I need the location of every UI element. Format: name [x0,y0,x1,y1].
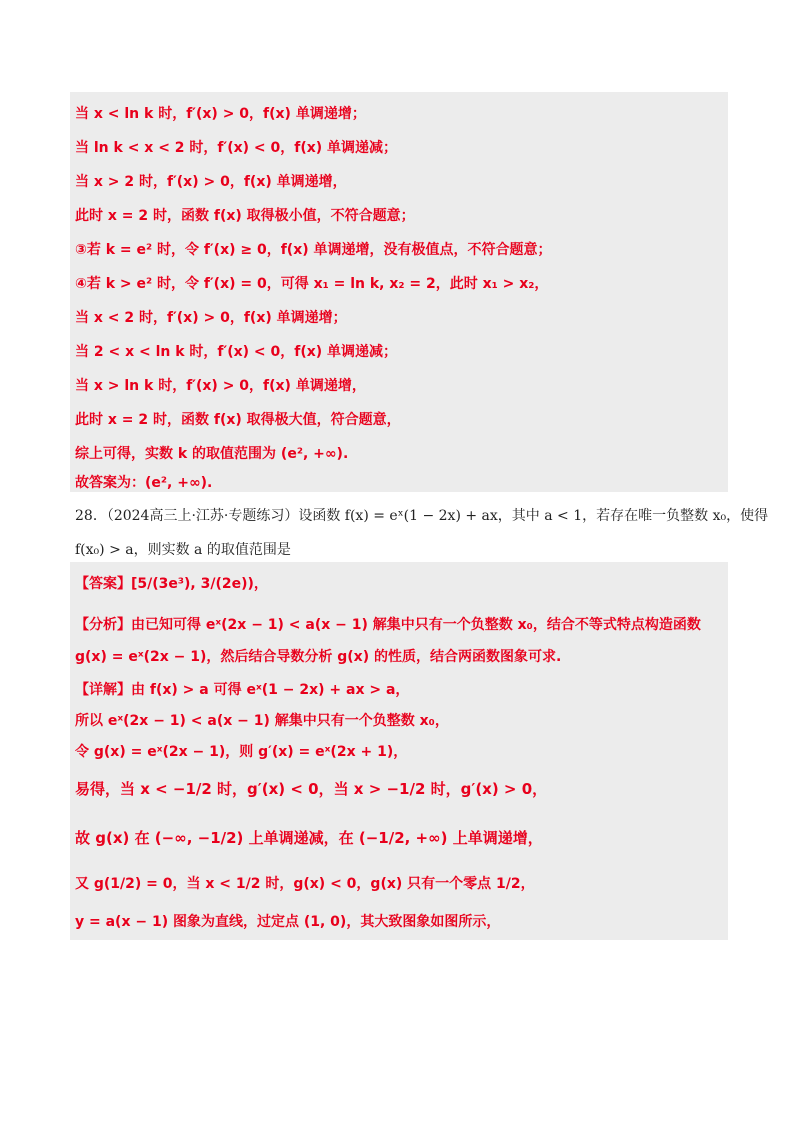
detail-line: 易得，当 x < −1/2 时，g′(x) < 0，当 x > −1/2 时，g′(x) > 0， [75,780,548,798]
detail-line: 令 g(x) = eˣ(2x − 1)，则 g′(x) = eˣ(2x + 1)， [75,744,408,760]
solution-line: 当 ln k < x < 2 时，f′(x) < 0，f(x) 单调递减； [75,140,398,156]
detail-line: 所以 eˣ(2x − 1) < a(x − 1) 解集中只有一个负整数 x₀， [75,713,449,729]
detail-line: 【详解】由 f(x) > a 可得 eˣ(1 − 2x) + ax > a， [75,682,410,698]
solution-line: 故答案为：(e², +∞). [75,475,213,491]
solution-line: ③若 k = e² 时，令 f′(x) ≥ 0，f(x) 单调递增，没有极值点，不符合题意； [75,242,552,258]
detail-line: 故 g(x) 在 (−∞, −1/2) 上单调递减，在 (−1/2, +∞) 上单调递增， [75,829,543,847]
solution-line: 此时 x = 2 时，函数 f(x) 取得极大值，符合题意， [75,412,401,428]
solution-line: 综上可得，实数 k 的取值范围为 (e², +∞). [75,446,349,462]
question-28-line-1: 28．（2024高三上·江苏·专题练习）设函数 f(x) = eˣ(1 − 2x) + ax，其中 a < 1，若存在唯一负整数 x₀，使得 [75,508,769,524]
detail-line: y = a(x − 1) 图象为直线，过定点 (1, 0)，其大致图象如图所示， [75,914,501,930]
analysis-line: g(x) = eˣ(2x − 1)，然后结合导数分析 g(x) 的性质，结合两函数图象可求. [75,649,562,665]
solution-line: 当 x > 2 时，f′(x) > 0，f(x) 单调递增， [75,174,347,190]
question-28-line-2: f(x₀) > a，则实数 a 的取值范围是 [75,542,291,558]
solution-line: 当 2 < x < ln k 时，f′(x) < 0，f(x) 单调递减； [75,344,398,360]
solution-line: 当 x < 2 时，f′(x) > 0，f(x) 单调递增； [75,310,347,326]
answer-line: 【答案】[5/(3e³), 3/(2e))， [75,576,268,592]
solution-line: 当 x > ln k 时，f′(x) > 0，f(x) 单调递增， [75,378,366,394]
analysis-line: 【分析】由已知可得 eˣ(2x − 1) < a(x − 1) 解集中只有一个负整数 x₀，结合不等式特点构造函数 [75,617,701,633]
solution-line: 当 x < ln k 时，f′(x) > 0，f(x) 单调递增； [75,106,366,122]
solution-line: ④若 k > e² 时，令 f′(x) = 0，可得 x₁ = ln k, x₂ = 2，此时 x₁ > x₂， [75,276,549,292]
solution-line: 此时 x = 2 时，函数 f(x) 取得极小值，不符合题意； [75,208,415,224]
detail-line: 又 g(1/2) = 0，当 x < 1/2 时，g(x) < 0，g(x) 只有一个零点 1/2， [75,876,535,892]
